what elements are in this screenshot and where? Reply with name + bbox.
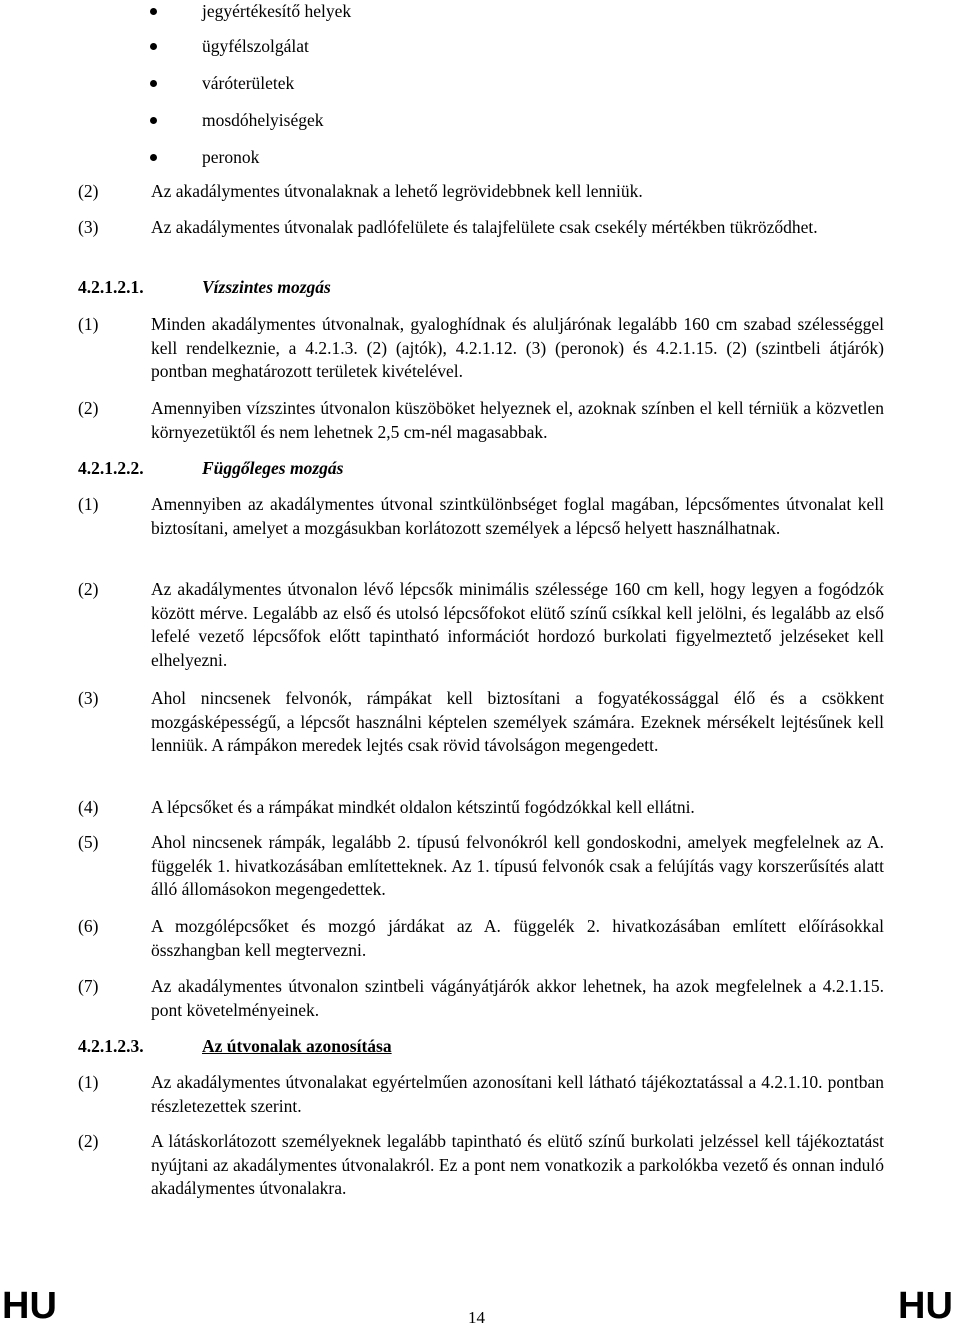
list-item-text: jegyértékesítő helyek bbox=[202, 1, 352, 21]
list-item-text: mosdóhelyiségek bbox=[202, 110, 324, 130]
paragraph bbox=[78, 796, 884, 820]
section-number: 4.2.1.2.1. bbox=[78, 277, 144, 297]
paragraph-text: A mozgólépcsőket és mozgó járdákat az A. függelék 2. hivatkozásában említett előírásokkal összhangban kell megtervezni. bbox=[151, 916, 884, 960]
paragraph-number: (4) bbox=[78, 797, 99, 817]
paragraph-text: Az akadálymentes útvonalon szintbeli vágányátjárók akkor lehetnek, ha azok megfelelnek a 4.2.1.15. pont követelményeinek. bbox=[151, 976, 884, 1020]
paragraph-text: Az akadálymentes útvonalaknak a lehető legrövidebbnek kell lenniük. bbox=[151, 181, 643, 201]
section-heading bbox=[78, 1035, 392, 1059]
paragraph bbox=[78, 493, 884, 540]
paragraph-number: (2) bbox=[78, 579, 99, 599]
paragraph-text: Az akadálymentes útvonalon lévő lépcsők minimális szélessége 160 cm kell, hogy legyen a fogódzók között mérve. Legalább az első és utolsó lépcsőfokot elütő színű csíkkal kell jelölni, és legalább az első lefelé vezető lépcsőfok előtt tapintható információt hordozó burkolati figyelmeztető jelzéseket kell elhelyezni. bbox=[151, 579, 884, 670]
bullet-icon bbox=[150, 154, 157, 161]
paragraph-number: (3) bbox=[78, 217, 99, 237]
paragraph-number: (3) bbox=[78, 688, 99, 708]
paragraph-number: (6) bbox=[78, 916, 99, 936]
footer-language-right: HU bbox=[898, 1285, 953, 1327]
paragraph-number: (5) bbox=[78, 832, 99, 852]
paragraph bbox=[78, 687, 884, 758]
bullet-icon bbox=[150, 80, 157, 87]
paragraph-text: Amennyiben vízszintes útvonalon küszöböket helyeznek el, azoknak színben el kell térniük a közvetlen környezetüktől és nem lehetnek 2,5 cm-nél magasabbak. bbox=[151, 398, 884, 442]
paragraph-number: (1) bbox=[78, 1072, 99, 1092]
paragraph-text: Minden akadálymentes útvonalnak, gyaloghídnak és aluljárónak legalább 160 cm szabad szélességgel kell rendelkeznie, a 4.2.1.3. (2) (ajtók), 4.2.1.12. (3) (peronok) és 4.2.1.15. (2) (szintbeli átjárók) pontban meghatározott területek kivételével. bbox=[151, 314, 884, 381]
list-item-text: váróterületek bbox=[202, 73, 295, 93]
paragraph-number: (2) bbox=[78, 398, 99, 418]
paragraph-text: Az akadálymentes útvonalak padlófelülete és talajfelülete csak csekély mértékben tükröződhet. bbox=[151, 217, 818, 237]
paragraph bbox=[78, 397, 884, 444]
paragraph-text: Ahol nincsenek rámpák, legalább 2. típusú felvonókról kell gondoskodni, amelyek megfelelnek az A. függelék 1. hivatkozásában említetteknek. Az 1. típusú felvonók csak a felújítás vagy korszerűsítés alatt álló állomásokon megengedettek. bbox=[151, 832, 884, 899]
paragraph-text: Ahol nincsenek felvonók, rámpákat kell biztosítani a fogyatékossággal élő és a csökkent mozgásképességű, a lépcsőt használni képtelen személyek számára. Ezeknek mérsékelt lejtésűnek kell lenniük. A rámpákon meredek lejtés csak rövid távolságon megengedett. bbox=[151, 688, 884, 755]
paragraph bbox=[78, 831, 884, 902]
paragraph bbox=[78, 915, 884, 962]
page-number: 14 bbox=[468, 1308, 485, 1327]
section-number: 4.2.1.2.2. bbox=[78, 458, 144, 478]
section-heading bbox=[78, 457, 344, 481]
paragraph bbox=[78, 578, 884, 672]
list-item-text: peronok bbox=[202, 147, 260, 167]
paragraph bbox=[78, 1130, 884, 1201]
paragraph bbox=[78, 216, 884, 240]
paragraph-number: (7) bbox=[78, 976, 99, 996]
paragraph bbox=[78, 1071, 884, 1118]
paragraph-number: (2) bbox=[78, 181, 99, 201]
section-number: 4.2.1.2.3. bbox=[78, 1036, 144, 1056]
section-title: Az útvonalak azonosítása bbox=[202, 1036, 392, 1056]
paragraph-text: Az akadálymentes útvonalakat egyértelműen azonosítani kell látható tájékoztatással a 4.2.1.10. pontban részletezettek szerint. bbox=[151, 1072, 884, 1116]
bullet-icon bbox=[150, 117, 157, 124]
section-title: Vízszintes mozgás bbox=[202, 277, 331, 297]
paragraph-number: (2) bbox=[78, 1131, 99, 1151]
footer-language-left: HU bbox=[2, 1285, 57, 1327]
paragraph-number: (1) bbox=[78, 494, 99, 514]
section-title: Függőleges mozgás bbox=[202, 458, 344, 478]
bullet-icon bbox=[150, 8, 157, 15]
section-heading bbox=[78, 276, 331, 300]
paragraph-text: Amennyiben az akadálymentes útvonal szintkülönbséget foglal magában, lépcsőmentes útvonalat kell biztosítani, amelyet a mozgásukban korlátozott személyek a lépcső helyett használhatnak. bbox=[151, 494, 884, 538]
paragraph-text: A lépcsőket és a rámpákat mindkét oldalon kétszintű fogódzókkal kell ellátni. bbox=[151, 797, 695, 817]
list-item-text: ügyfélszolgálat bbox=[202, 36, 309, 56]
paragraph-number: (1) bbox=[78, 314, 99, 334]
paragraph bbox=[78, 180, 884, 204]
bullet-icon bbox=[150, 43, 157, 50]
paragraph-text: A látáskorlátozott személyeknek legalább tapintható és elütő színű burkolati jelzéssel kell tájékoztatást nyújtani az akadálymentes útvonalakról. Ez a pont nem vonatkozik a parkolókba vezető és onnan induló akadálymentes útvonalakra. bbox=[151, 1131, 884, 1198]
paragraph bbox=[78, 313, 884, 384]
paragraph bbox=[78, 975, 884, 1022]
